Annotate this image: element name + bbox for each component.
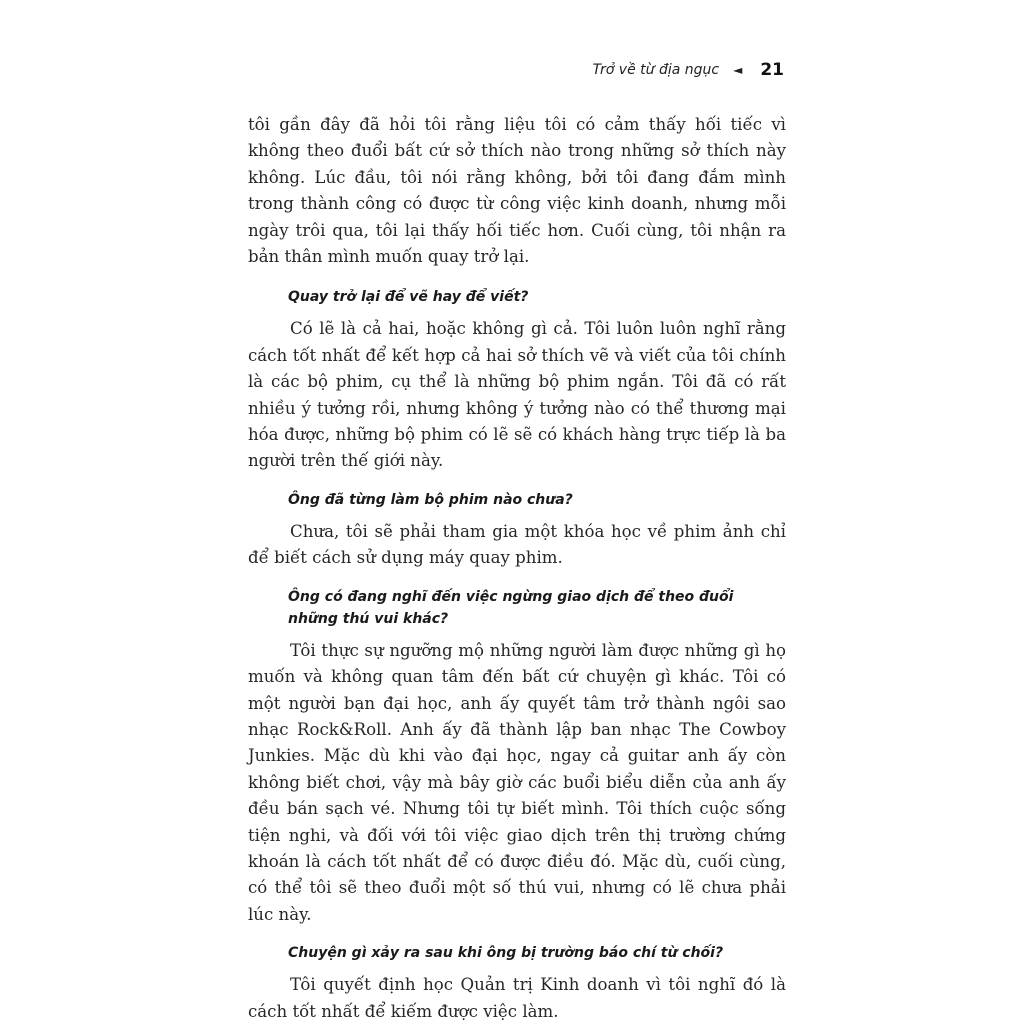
interview-question: Ông đã từng làm bộ phim nào chưa?	[288, 491, 573, 508]
left-arrow-icon: ◄	[733, 63, 743, 77]
interview-question: Ông có đang nghĩ đến việc ngừng giao dịch để theo đuổi những thú vui khác?	[288, 588, 734, 627]
paragraph-intro: tôi gần đây đã hỏi tôi rằng liệu tôi có cảm thấy hối tiếc vì không theo đuổi bất cứ sở thích nào trong những sở thích này không. Lúc đầu, tôi nói rằng không, bởi tôi đang đắm mình trong thành công có được từ công việc kinh doanh, nhưng mỗi ngày trôi qua, tôi lại thấy hối tiếc hơn. Cuối cùng, tôi nhận ra bản thân mình muốn quay trở lại.	[248, 115, 786, 267]
interview-answer: Chưa, tôi sẽ phải tham gia một khóa học về phim ảnh chỉ để biết cách sử dụng máy quay phim.	[248, 521, 786, 568]
interview-answer: Tôi thực sự ngưỡng mộ những người làm được những gì họ muốn và không quan tâm đến bất cứ chuyện gì khác. Tôi có một người bạn đại học, anh ấy quyết tâm trở thành ngôi sao nhạc Rock&Roll. Anh ấy đã thành lập ban nhạc The Cowboy Junkies. Mặc dù khi vào đại học, ngay cả guitar anh ấy còn không biết chơi, vậy mà bây giờ các buổi biểu diễn của anh ấy đều bán sạch vé. Nhưng tôi tự biết mình. Tôi thích cuộc sống tiện nghi, và đối với tôi việc giao dịch trên thị trường chứng khoán là cách tốt nhất để có được điều đó. Mặc dù, cuối cùng, có thể tôi sẽ theo đuổi một số thú vui, nhưng có lẽ chưa phải lúc này.	[248, 640, 786, 924]
body-text	[248, 112, 786, 1025]
interview-answer: Tôi quyết định học Quản trị Kinh doanh vì tôi nghĩ đó là cách tốt nhất để kiếm được việc làm.	[248, 975, 786, 1021]
running-title: Trở về từ địa ngục	[592, 62, 720, 78]
interview-question: Chuyện gì xảy ra sau khi ông bị trường báo chí từ chối?	[288, 945, 724, 962]
running-header	[593, 60, 784, 80]
page-number: 21	[760, 60, 784, 80]
interview-answer: Có lẽ là cả hai, hoặc không gì cả. Tôi luôn luôn nghĩ rằng cách tốt nhất để kết hợp cả hai sở thích vẽ và viết của tôi chính là các bộ phim, cụ thể là những bộ phim ngắn. Tôi đã có rất nhiều ý tưởng rồi, nhưng không ý tưởng nào có thể thương mại hóa được, những bộ phim có lẽ sẽ có khách hàng trực tiếp là ba người trên thế giới này.	[248, 319, 786, 471]
interview-question: Quay trở lại để vẽ hay để viết?	[288, 289, 529, 306]
